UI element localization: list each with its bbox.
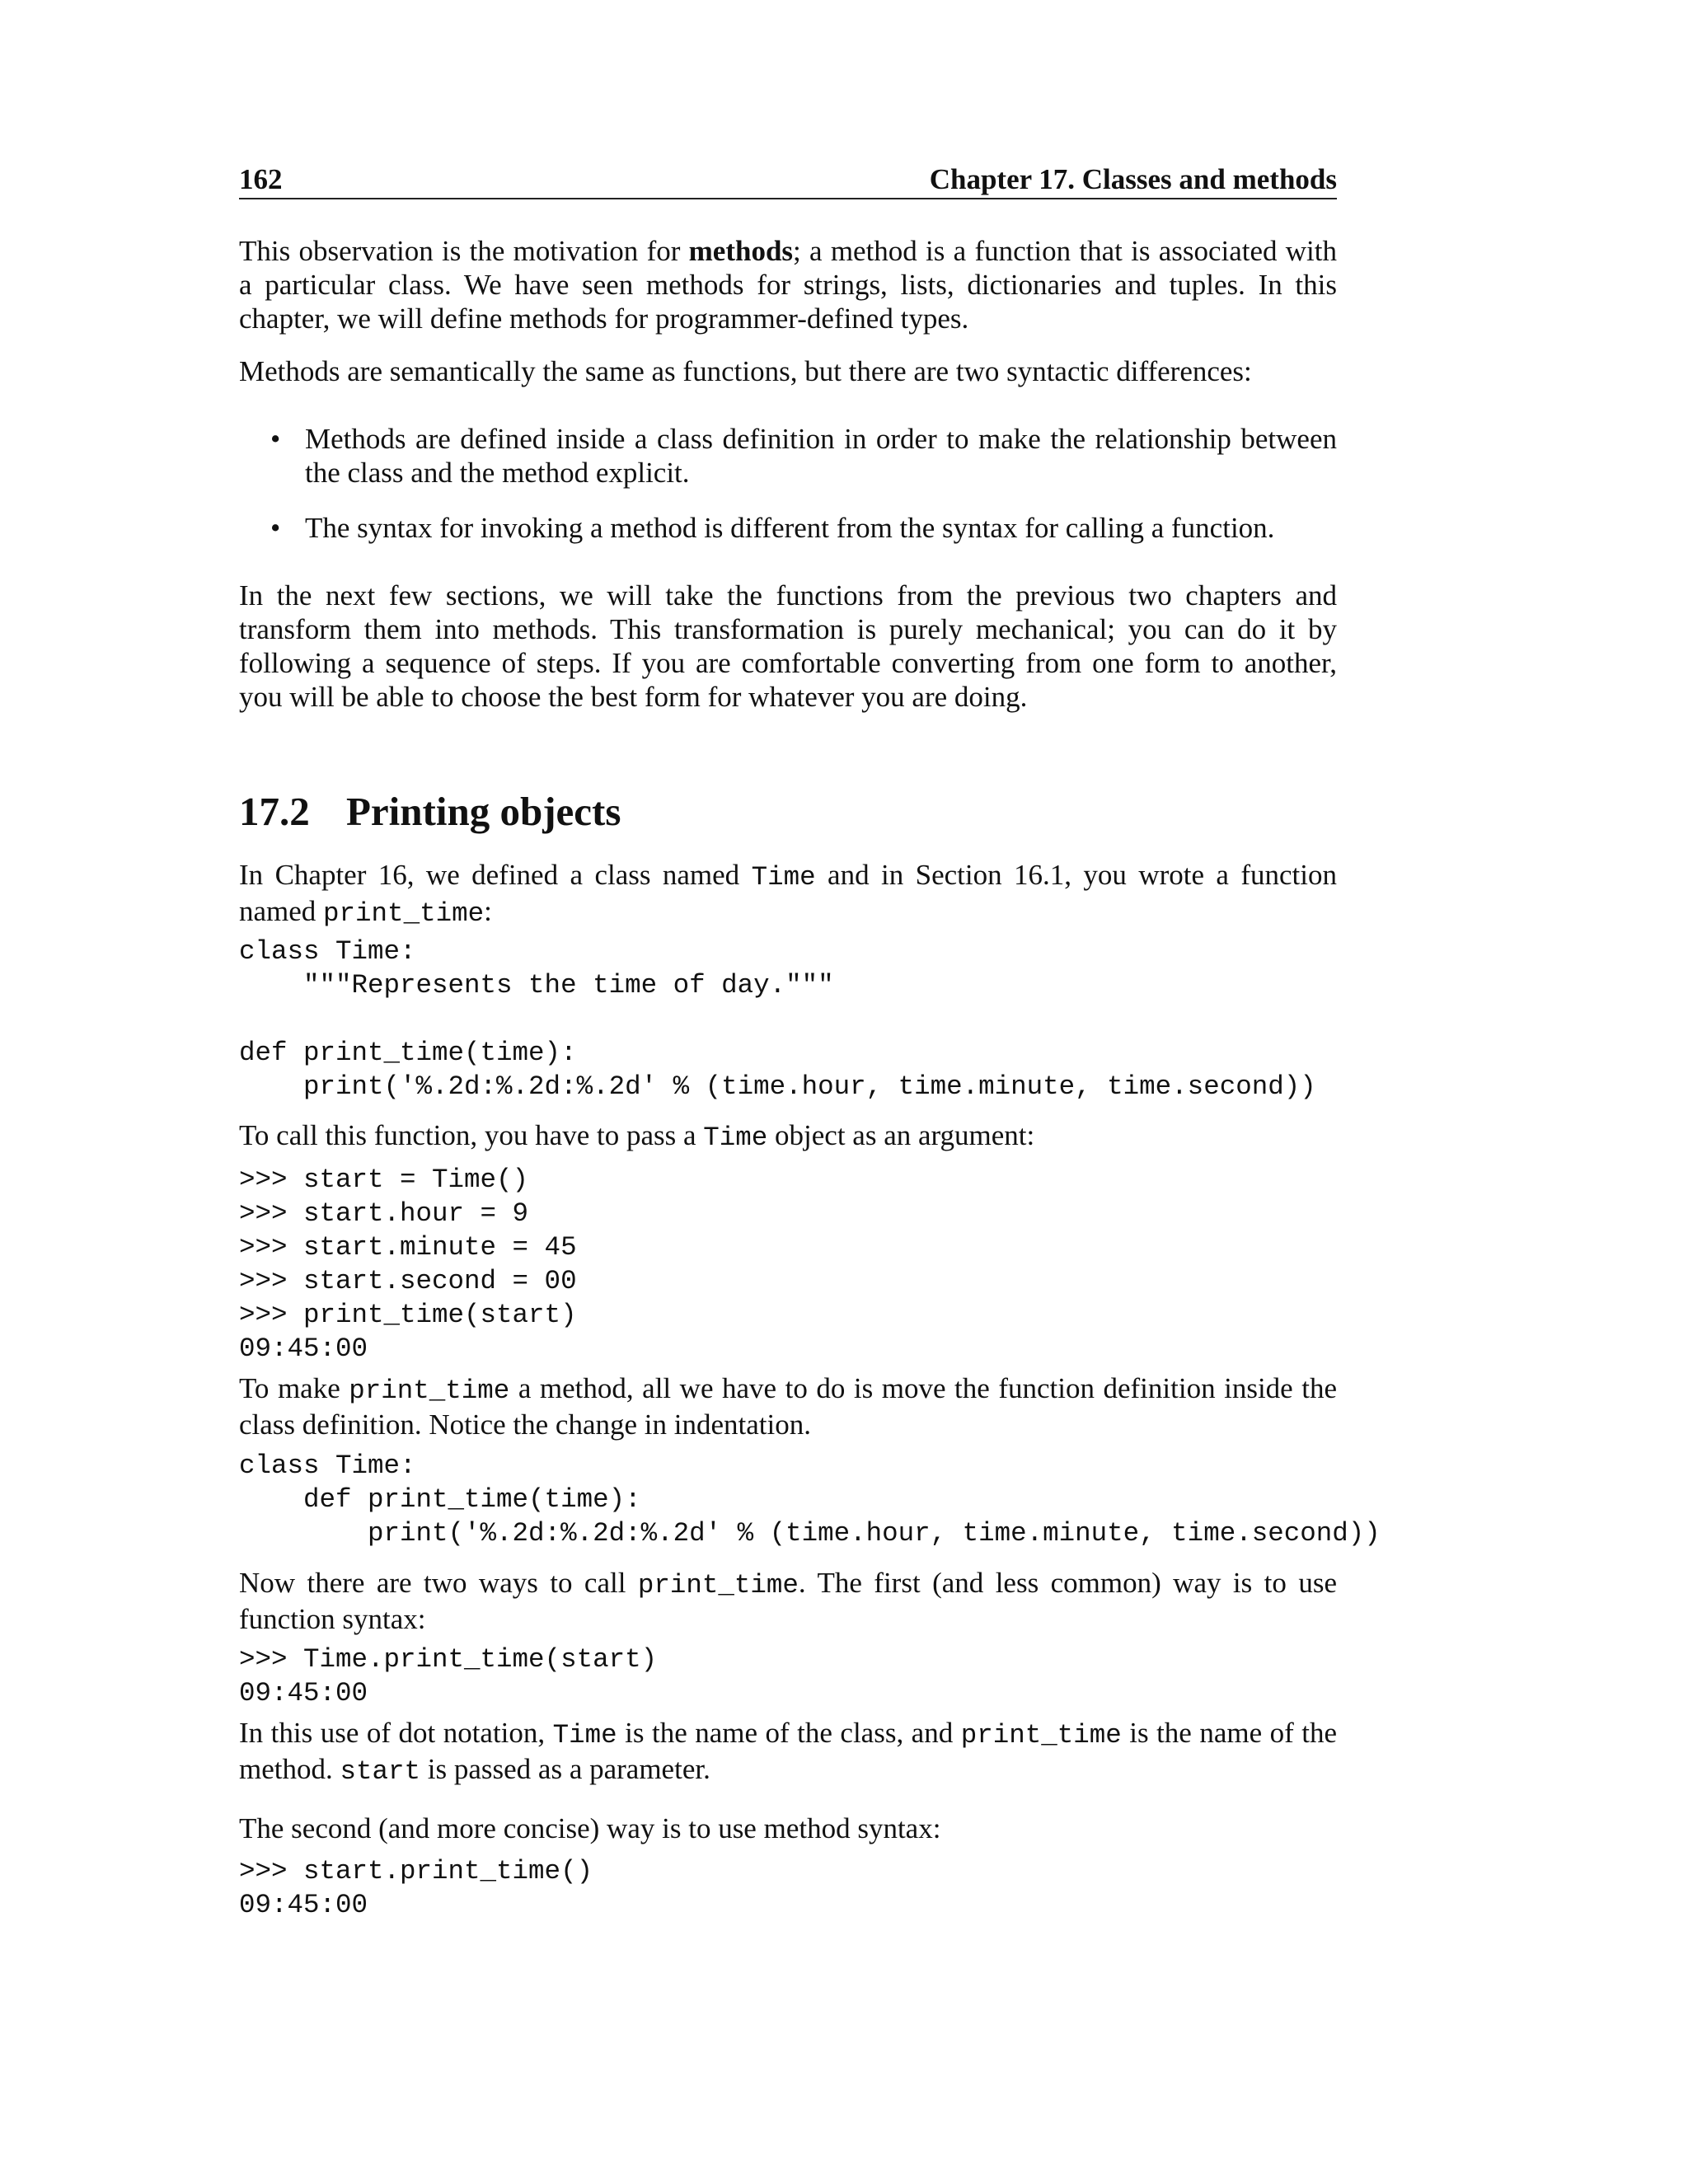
paragraph-8: In this use of dot notation, Time is the name of the class, and print_time is the name of the method. start is passed as a parameter. bbox=[239, 1717, 1338, 1787]
term-methods: methods bbox=[688, 235, 794, 267]
intro-paragraph-2: Methods are semantically the same as functions, but there are two syntactic differences: bbox=[239, 355, 1252, 387]
chapter-title: Chapter 17. Classes and methods bbox=[929, 163, 1337, 195]
paragraph-5: To call this function, you have to pass a Time object as an argument: bbox=[239, 1119, 1035, 1153]
section-number: 17.2 bbox=[239, 789, 310, 834]
inline-code: print_time bbox=[637, 1570, 799, 1601]
section-title-text: Printing objects bbox=[346, 789, 621, 834]
bullet-text: The syntax for invoking a method is different from the syntax for calling a function. bbox=[305, 512, 1275, 544]
code-block-1: class Time: """Represents the time of day.""" def print_time(time): print('%.2d:%.2d:%.2d' % (time.hour, time.minute, time.second)) bbox=[239, 936, 1316, 1102]
paragraph-6: To make print_time a method, all we have to do is move the function definition inside the class definition. Notice the change in indentation. bbox=[239, 1372, 1337, 1441]
page-header bbox=[239, 162, 1337, 199]
code-block-5: >>> start.print_time() 09:45:00 bbox=[239, 1856, 593, 1920]
code-block-3: class Time: def print_time(time): print('%.2d:%.2d:%.2d' % (time.hour, time.minute, time.second)) bbox=[239, 1451, 1381, 1549]
bullet-item bbox=[270, 511, 1337, 545]
code-block-2: >>> start = Time() >>> start.hour = 9 >>> start.minute = 45 >>> start.second = 00 >>> print_time(start) 09:45:00 bbox=[239, 1165, 577, 1364]
inline-code: Time bbox=[552, 1720, 617, 1750]
inline-code: print_time bbox=[323, 898, 485, 929]
paragraph-4: In Chapter 16, we defined a class named Time and in Section 16.1, you wrote a function named print_time: bbox=[239, 859, 1338, 929]
paragraph-7: Now there are two ways to call print_time. The first (and less common) way is to use function syntax: bbox=[239, 1567, 1337, 1635]
inline-code: print_time bbox=[349, 1376, 510, 1406]
bullet-dot: • bbox=[270, 512, 281, 544]
intro-paragraph-1: This observation is the motivation for methods; a method is a function that is associated with a particular class. We have seen methods for strings, lists, dictionaries and tuples. In this chapter, we will define methods for programmer-defined types. bbox=[239, 235, 1338, 335]
section-heading bbox=[239, 787, 621, 837]
bullet-text: Methods are defined inside a class definition in order to make the relationship between the class and the method explicit. bbox=[305, 423, 1337, 489]
code-block-4: >>> Time.print_time(start) 09:45:00 bbox=[239, 1644, 658, 1708]
inline-code: print_time bbox=[960, 1720, 1122, 1750]
inline-code: Time bbox=[703, 1122, 768, 1153]
bullet-dot: • bbox=[270, 423, 281, 455]
bullet-item bbox=[270, 422, 1337, 490]
inline-code: start bbox=[340, 1756, 421, 1787]
page-number: 162 bbox=[239, 163, 283, 195]
intro-paragraph-3: In the next few sections, we will take the functions from the previous two chapters and transform them into methods. This transformation is purely mechanical; you can do it by following a sequence of steps. If you are comfortable converting from one form to another, you will be able to choose the best form for whatever you are doing. bbox=[239, 579, 1337, 713]
paragraph-9: The second (and more concise) way is to use method syntax: bbox=[239, 1812, 941, 1844]
inline-code: Time bbox=[751, 862, 816, 893]
